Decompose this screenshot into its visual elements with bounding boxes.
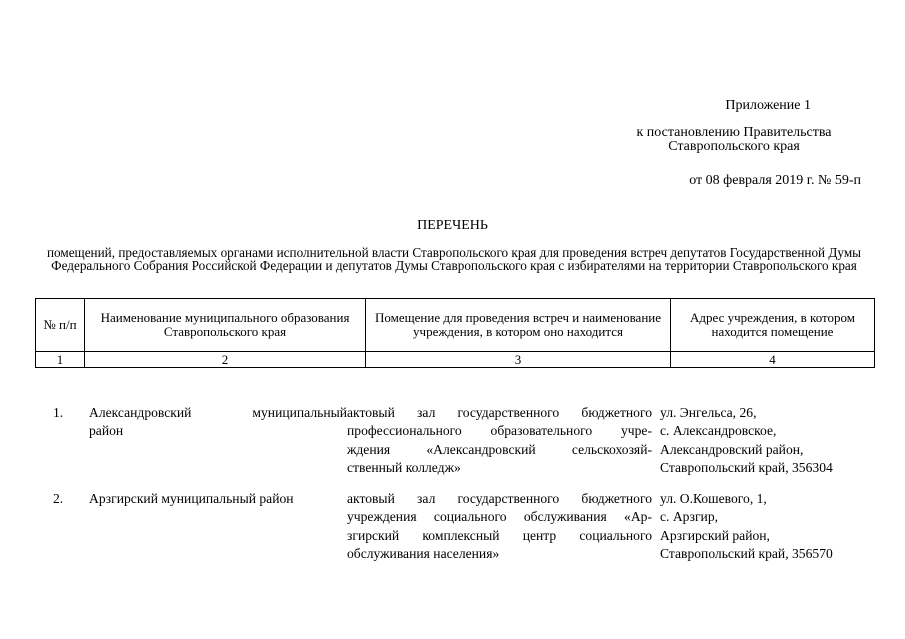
premises-line: ждения «Александровский сельскохозяй- (347, 441, 652, 457)
header-row (36, 299, 875, 352)
address-line: Александровский район, (660, 441, 804, 457)
resolution-date: от 08 февраля 2019 г. № 59-п (689, 173, 861, 188)
municipality-line: Арзгирский муниципальный район (89, 491, 294, 507)
header-premises: Помещение для проведения встреч и наименование учреждения, в котором оно находится (366, 299, 671, 352)
header-address: Адрес учреждения, в котором находится помещение (671, 299, 875, 352)
premises-line: ственный колледж» (347, 459, 461, 475)
address-line: ул. О.Кошевого, 1, (660, 491, 767, 507)
premises-line: згирский комплексный центр социального (347, 527, 652, 543)
row-premises (347, 404, 660, 477)
row-address (660, 490, 875, 563)
col-number-3: 3 (366, 352, 671, 368)
document-title: ПЕРЕЧЕНЬ (417, 218, 488, 233)
column-number-row (36, 352, 875, 368)
resolution-line-2: Ставропольского края (668, 139, 800, 154)
table-body (35, 404, 875, 576)
header-num: № п/п (36, 299, 85, 352)
municipality-line: Александровский муниципальный (89, 405, 347, 420)
premises-line: обслуживания населения» (347, 546, 500, 562)
col-number-2: 2 (85, 352, 366, 368)
resolution-line-1: к постановлению Правительства (636, 125, 832, 140)
row-number: 1. (53, 405, 64, 420)
row-municipality (85, 490, 347, 563)
premises-line: профессионального образовательного учре- (347, 423, 652, 439)
address-line: Ставропольский край, 356570 (660, 546, 833, 562)
resolution-reference (600, 126, 868, 154)
document-subtitle: помещений, предоставляемых органами исполнительной власти Ставропольского края для проведения встреч депутатов Государственной Думы Федерального Собрания Российской Федерации и депутатов Думы Ставропольского края с избирателями на территории Ставропольского края (46, 245, 862, 273)
municipality-line: район (89, 423, 124, 439)
header-municipality: Наименование муниципального образования Ставропольского края (85, 299, 366, 352)
col-number-1: 1 (36, 352, 85, 368)
row-premises (347, 490, 660, 563)
row-address (660, 404, 875, 477)
table-row (35, 490, 875, 563)
address-line: с. Арзгир, (660, 509, 719, 525)
premises-line: учреждения социального обслуживания «Ар- (347, 509, 652, 525)
premises-line: актовый зал государственного бюджетного (347, 491, 652, 507)
row-municipality (85, 404, 347, 477)
premises-line: актовый зал государственного бюджетного (347, 405, 652, 420)
address-line: Арзгирский район, (660, 527, 770, 543)
address-line: с. Александровское, (660, 423, 777, 439)
table-row (35, 404, 875, 477)
address-line: Ставропольский край, 356304 (660, 459, 833, 475)
col-number-4: 4 (671, 352, 875, 368)
table-header (35, 298, 875, 368)
row-number: 2. (53, 491, 64, 507)
address-line: ул. Энгельса, 26, (660, 405, 757, 420)
appendix-label: Приложение 1 (725, 98, 811, 113)
